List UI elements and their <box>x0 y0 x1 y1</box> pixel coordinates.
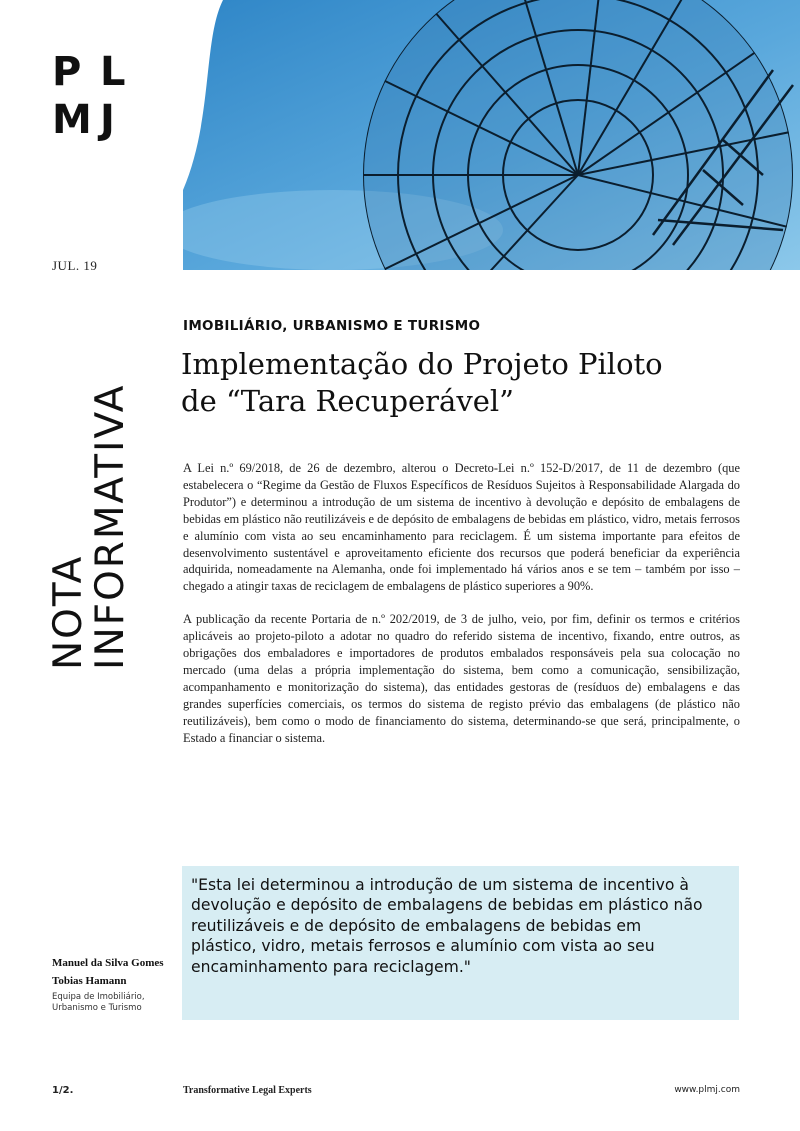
logo-letter-l: L <box>100 49 130 95</box>
footer-website-link[interactable]: www.plmj.com <box>674 1085 740 1095</box>
document-type-line-2: INFORMATIVA <box>88 383 133 670</box>
logo-letter-m: M <box>52 97 96 143</box>
page-number: 1/2. <box>52 1085 74 1096</box>
footer-tagline: Transformative Legal Experts <box>183 1085 312 1096</box>
author-name: Tobias Hamann <box>52 975 127 987</box>
document-type-label <box>48 310 132 670</box>
article-title-line-2: de “Tara Recuperável” <box>181 384 514 418</box>
logo-letter-j: J <box>100 97 119 143</box>
hero-image-antenna <box>183 0 800 270</box>
pull-quote-text: "Esta lei determinou a introdução de um sistema de incentivo à devolução e depósito de embalagens de bebidas em plástico não reutilizáveis e de depósito de embalagens de bebidas em plástico, vidro, metais ferrosos e alumínio com vista ao seu encaminhamento para reciclagem." <box>191 876 703 976</box>
practice-area-kicker: IMOBILIÁRIO, URBANISMO E TURISMO <box>183 318 481 334</box>
body-paragraph: A Lei n.º 69/2018, de 26 de dezembro, alterou o Decreto-Lei n.º 152-D/2017, de 11 de dezembro (que estabelecera o “Regime da Gestão de Fluxos Específicos de Resíduos Sujeitos à Responsabilidade Alargada do Produtor”) e determinou a introdução de um sistema de incentivo à devolução e depósito de embalagens de bebidas em plástico não reutilizáveis e de depósito de embalagens de bebidas em plástico, vidro, metais ferrosos e alumínio com vista ao seu encaminhamento para reciclagem. É um sistema importante para efeitos de desenvolvimento sustentável e aproveitamento eficiente dos recursos que poderá beneficiar da experiência adquirida, nomeadamente na Alemanha, onde foi implementado há vários anos e se tem – também por isso – chegado a atingir taxas de reciclagem de embalagens de plástico superiores a 90%. <box>183 461 740 594</box>
article-title-line-1: Implementação do Projeto Piloto <box>181 347 663 381</box>
issue-date: JUL. 19 <box>52 258 98 273</box>
plmj-logo <box>52 49 134 143</box>
article-title <box>181 346 741 420</box>
authors-block <box>52 957 167 1014</box>
logo-letter-p: P <box>52 49 86 95</box>
author-team: Equipa de Imobiliário, Urbanismo e Turismo <box>52 992 145 1013</box>
author-name: Manuel da Silva Gomes <box>52 957 164 969</box>
body-paragraph: A publicação da recente Portaria de n.º 202/2019, de 3 de julho, veio, por fim, definir os termos e critérios aplicáveis ao projeto-piloto a adotar no quadro do referido sistema de incentivo, fixando, entre outros, as obrigações dos embaladores e importadores de produtos embalados responsáveis pela sua colocação no mercado (uma delas a própria implementação do sistema, bem como a comunicação, sensibilização, acompanhamento e monitorização do sistema), das entidades gestoras de (resíduos de) embalagens e das grandes superfícies comerciais, os termos do sistema de registo prévio das embalagens (de plástico não reutilizáveis), bem como o modo de financiamento do sistema, determinando-se que será, principalmente, o Estado a financiar o sistema. <box>183 612 740 745</box>
pull-quote-box <box>182 866 739 1020</box>
article-body <box>183 460 740 763</box>
document-type-line-1: NOTA <box>46 554 91 670</box>
